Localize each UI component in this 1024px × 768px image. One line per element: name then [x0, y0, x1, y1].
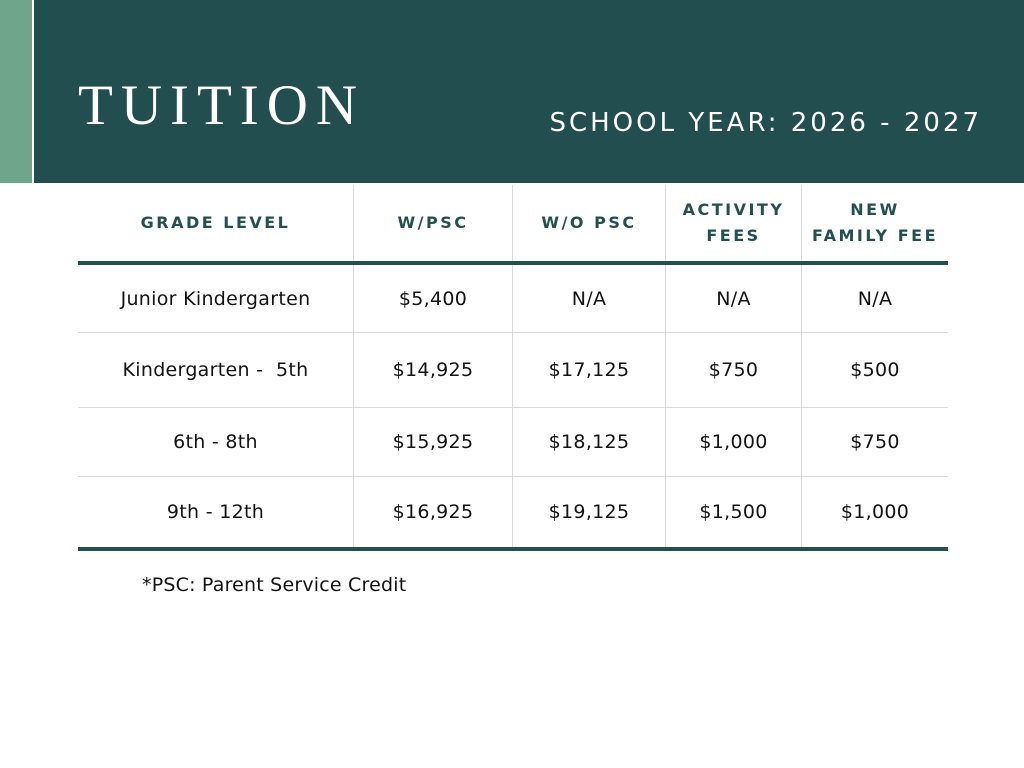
cell-activity-fees: $1,500 — [665, 477, 801, 547]
cell-w-psc: $16,925 — [353, 477, 512, 547]
cell-new-family-fee: N/A — [801, 265, 948, 332]
column-header-grade-level: GRADE LEVEL — [140, 212, 291, 232]
cell-w-psc: $14,925 — [353, 333, 512, 407]
school-year-label: SCHOOL YEAR: 2026 - 2027 — [549, 108, 982, 138]
cell-wo-psc: $18,125 — [512, 408, 665, 476]
cell-wo-psc: N/A — [512, 265, 665, 332]
cell-wo-psc: $17,125 — [512, 333, 665, 407]
tuition-table — [78, 185, 948, 551]
cell-wo-psc: $19,125 — [512, 477, 665, 547]
cell-new-family-fee: $750 — [801, 408, 948, 476]
column-header-new-family-fee: NEW FAMILY FEE — [801, 185, 948, 261]
table-row-9th-12th — [78, 477, 948, 551]
table-header-row — [78, 185, 948, 265]
table-row-6th-8th — [78, 408, 948, 477]
header-band — [34, 0, 1024, 183]
cell-w-psc: $15,925 — [353, 408, 512, 476]
psc-footnote: *PSC: Parent Service Credit — [142, 574, 407, 596]
left-accent-stripe — [0, 0, 32, 183]
cell-new-family-fee: $1,000 — [801, 477, 948, 547]
table-row-junior-kindergarten — [78, 265, 948, 333]
table-row-kindergarten-5th — [78, 333, 948, 408]
cell-grade-level: Kindergarten - 5th — [122, 359, 309, 381]
column-header-wo-psc: W/O PSC — [512, 185, 665, 261]
cell-activity-fees: $750 — [665, 333, 801, 407]
cell-new-family-fee: $500 — [801, 333, 948, 407]
cell-activity-fees: N/A — [665, 265, 801, 332]
column-header-w-psc: W/PSC — [353, 185, 512, 261]
cell-grade-level: 9th - 12th — [166, 501, 265, 523]
cell-grade-level: 6th - 8th — [173, 431, 258, 453]
page-title: TUITION — [78, 74, 366, 137]
cell-activity-fees: $1,000 — [665, 408, 801, 476]
cell-w-psc: $5,400 — [353, 265, 512, 332]
column-header-activity-fees: ACTIVITY FEES — [665, 185, 801, 261]
cell-grade-level: Junior Kindergarten — [120, 287, 311, 310]
